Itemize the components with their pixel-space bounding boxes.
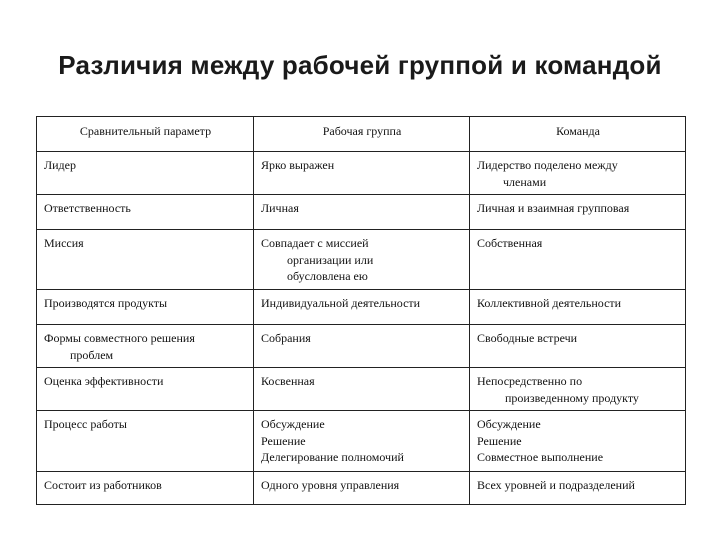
cell-parameter: Производятся продукты [37, 290, 254, 325]
table-row [37, 195, 686, 230]
cell-work-group: Собрания [254, 325, 470, 368]
table-row [37, 152, 686, 195]
cell-work-group: Косвенная [254, 368, 470, 411]
cell-parameter: Миссия [37, 230, 254, 290]
cell-team: Собственная [470, 230, 686, 290]
cell-work-group: Индивидуальной деятельности [254, 290, 470, 325]
cell-team: Личная и взаимная групповая [470, 195, 686, 230]
cell-team: Свободные встречи [470, 325, 686, 368]
table-row [37, 368, 686, 411]
cell-team: Всех уровней и подразделений [470, 472, 686, 505]
header-parameter: Сравнительный параметр [37, 117, 254, 152]
cell-team: Коллективной деятельности [470, 290, 686, 325]
header-team: Команда [470, 117, 686, 152]
table-row [37, 290, 686, 325]
table-header-row [37, 117, 686, 152]
cell-team: Непосредственно по произведенному продукту [470, 368, 686, 411]
cell-parameter: Ответственность [37, 195, 254, 230]
cell-work-group: Обсуждение Решение Делегирование полномочий [254, 411, 470, 472]
header-work-group: Рабочая группа [254, 117, 470, 152]
cell-work-group: Одного уровня управления [254, 472, 470, 505]
page-title: Различия между рабочей группой и командой [58, 50, 662, 80]
cell-parameter: Формы совместного решения проблем [37, 325, 254, 368]
cell-parameter: Состоит из работников [37, 472, 254, 505]
cell-work-group: Личная [254, 195, 470, 230]
cell-parameter: Процесс работы [37, 411, 254, 472]
cell-team: Лидерство поделено между членами [470, 152, 686, 195]
cell-parameter: Лидер [37, 152, 254, 195]
cell-work-group: Совпадает с миссией организации или обусловлена ею [254, 230, 470, 290]
table-row [37, 472, 686, 505]
cell-work-group: Ярко выражен [254, 152, 470, 195]
comparison-table [36, 116, 686, 505]
table-row [37, 325, 686, 368]
table-row [37, 230, 686, 290]
cell-parameter: Оценка эффективности [37, 368, 254, 411]
cell-team: Обсуждение Решение Совместное выполнение [470, 411, 686, 472]
table-row [37, 411, 686, 472]
